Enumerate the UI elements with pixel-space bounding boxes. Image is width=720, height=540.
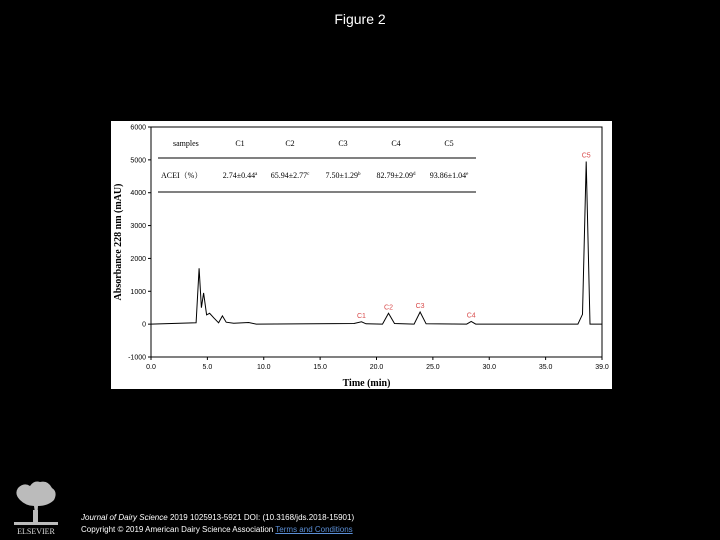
table-value-superscript: c xyxy=(307,172,310,177)
y-tick-label: 3000 xyxy=(130,223,146,231)
table-value-superscript: e xyxy=(466,172,469,177)
x-tick-label: 0.0 xyxy=(146,364,156,371)
x-tick-label: 10.0 xyxy=(256,364,271,371)
table-value: 93.86±1.04$^e$ xyxy=(429,171,469,180)
table-value-superscript: d xyxy=(412,172,416,177)
x-tick-label: 20.0 xyxy=(369,364,384,371)
table-header: C5 xyxy=(444,139,454,148)
peak-label-c2: C2 xyxy=(384,304,394,312)
elsevier-logo xyxy=(6,476,66,538)
table-value: 7.50±1.29$^b$ xyxy=(325,171,361,180)
x-tick-label: 30.0 xyxy=(482,364,497,371)
chromatogram-figure xyxy=(111,121,612,389)
x-tick-label: 25.0 xyxy=(426,364,440,371)
journal-name: Journal of Dairy Science xyxy=(81,513,168,522)
table-header: C4 xyxy=(391,139,401,148)
figure-title: Figure 2 xyxy=(334,11,386,27)
x-axis-label: Time (min) xyxy=(342,378,391,389)
y-tick-label: 2000 xyxy=(130,255,146,263)
peak-label-c4: C4 xyxy=(466,312,476,320)
figure-footer xyxy=(81,512,354,536)
y-tick-label: 0 xyxy=(142,321,146,329)
table-row-label: ACEI（%） xyxy=(161,171,203,180)
copyright-line xyxy=(81,524,354,536)
chromatogram-trace xyxy=(151,162,602,325)
terms-link[interactable]: Terms and Conditions xyxy=(275,525,353,534)
y-axis-label: Absorbance 228 nm (mAU) xyxy=(113,183,124,301)
table-value: 65.94±2.77$^c$ xyxy=(270,171,310,180)
y-tick-label: 5000 xyxy=(130,157,146,165)
table-header: samples xyxy=(173,139,199,148)
y-tick-label: -1000 xyxy=(128,354,146,362)
x-tick-label: 15.0 xyxy=(313,364,327,371)
copyright-text: Copyright © 2019 American Dairy Science Association xyxy=(81,525,274,534)
peak-label-c5: C5 xyxy=(581,152,591,160)
chromatogram-chart xyxy=(111,121,612,389)
citation-text: 2019 1025913-5921 xyxy=(169,513,242,522)
table-value-superscript: b xyxy=(357,172,361,177)
citation-line xyxy=(81,512,354,524)
x-tick-label: 35.0 xyxy=(538,364,553,371)
y-tick-label: 6000 xyxy=(130,124,146,132)
peak-label-c3: C3 xyxy=(415,302,425,310)
x-tick-label: 5.0 xyxy=(202,364,213,371)
table-value-superscript: a xyxy=(255,172,258,177)
y-tick-label: 1000 xyxy=(130,288,146,296)
table-value: 82.79±2.09$^d$ xyxy=(376,171,416,180)
table-header: C1 xyxy=(235,139,245,148)
table-value: 2.74±0.44$^a$ xyxy=(222,171,258,180)
table-header: C2 xyxy=(285,139,295,148)
table-header: C3 xyxy=(338,139,348,148)
x-tick-label: 39.0 xyxy=(595,364,609,371)
doi-text: DOI: (10.3168/jds.2018-15901) xyxy=(243,513,355,522)
y-tick-label: 4000 xyxy=(130,190,146,198)
svg-text:ELSEVIER: ELSEVIER xyxy=(17,527,55,536)
peak-label-c1: C1 xyxy=(356,312,366,320)
